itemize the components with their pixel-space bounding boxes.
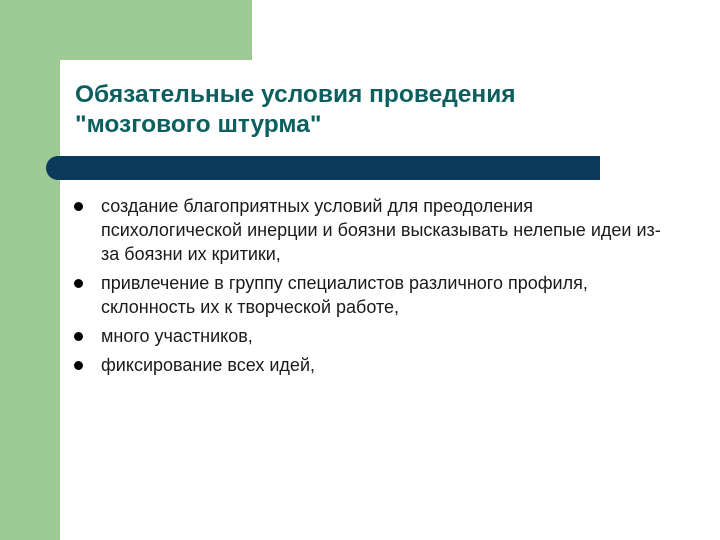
bullet-item bbox=[72, 353, 672, 377]
bullet-text: создание благоприятных условий для преодоления психологической инерции и боязни высказывать нелепые идеи из-за боязни их критики, bbox=[101, 196, 661, 264]
bullet-dot-icon bbox=[74, 202, 83, 211]
bullet-item bbox=[72, 324, 672, 348]
bullet-text: привлечение в группу специалистов различного профиля, склонность их к творческой работе, bbox=[101, 273, 588, 317]
bullet-text: много участников, bbox=[101, 326, 253, 346]
bullet-list bbox=[72, 194, 672, 382]
bullet-dot-icon bbox=[74, 361, 83, 370]
bullet-dot-icon bbox=[74, 332, 83, 341]
bullet-item bbox=[72, 271, 672, 319]
bullet-dot-icon bbox=[74, 279, 83, 288]
decorative-green-bar-left bbox=[0, 0, 60, 540]
slide-title: Обязательные условия проведения "мозгового штурма" bbox=[75, 81, 516, 138]
bullet-item bbox=[72, 194, 672, 266]
title-divider-bar bbox=[46, 156, 600, 180]
bullet-text: фиксирование всех идей, bbox=[101, 355, 315, 375]
